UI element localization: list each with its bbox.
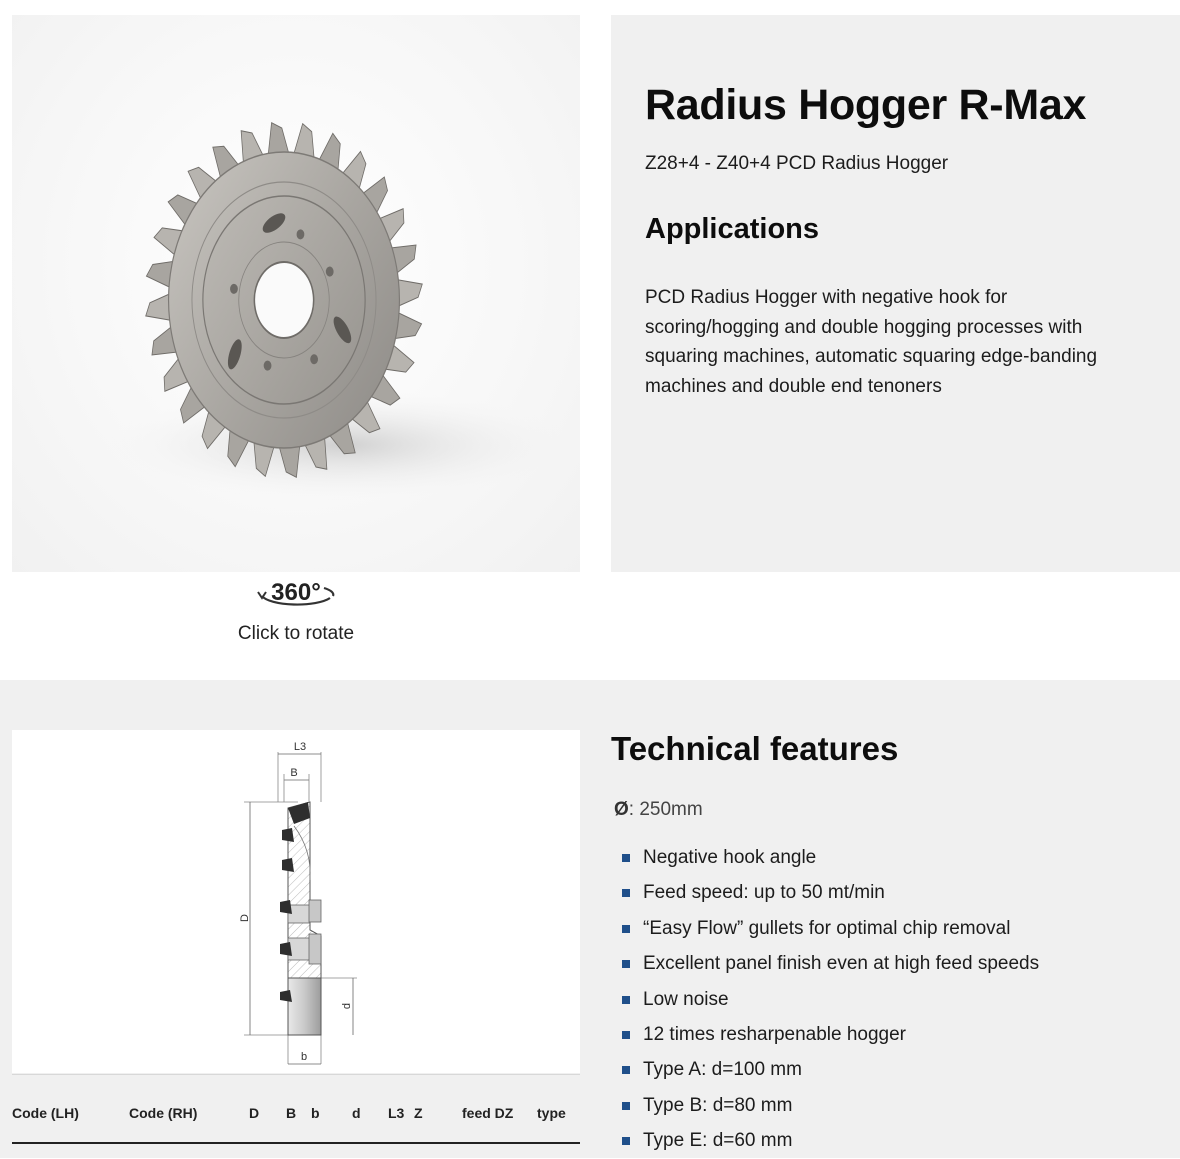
feature-text: 12 times resharpenable hogger [643,1023,907,1045]
th-b-lower[interactable]: b [311,1105,320,1121]
technical-drawing[interactable] [12,730,580,1073]
feature-text: “Easy Flow” gullets for optimal chip removal [643,917,1011,939]
technical-section [0,680,1180,1158]
bullet-icon [622,925,630,933]
bullet-icon [622,1137,630,1145]
th-b-upper[interactable]: B [286,1105,297,1121]
th-d-lower[interactable]: d [352,1105,361,1121]
feature-item [620,982,1039,1017]
product-subtitle: Z28+4 - Z40+4 PCD Radius Hogger [645,153,949,174]
applications-text: PCD Radius Hogger with negative hook for scoring/hogging and double hogging processes with squaring machines, automatic squaring edge-banding machines and double end tenoners [645,287,1098,397]
th-z[interactable]: Z [414,1105,423,1121]
th-feed-dz[interactable]: feed DZ [462,1105,514,1121]
cross-section-diagram [12,730,580,1073]
rotate-360-control[interactable] [196,574,396,645]
label-d-upper: D [239,914,251,922]
bullet-icon [622,996,630,1004]
feature-item [620,840,1039,875]
spec-table [12,1074,580,1145]
feature-text: Feed speed: up to 50 mt/min [643,882,885,904]
bullet-icon [622,1102,630,1110]
feature-item [620,875,1039,910]
diameter-symbol: Ø [614,799,629,820]
rotate-360-icon [250,574,342,614]
label-l3: L3 [293,741,307,753]
diameter-value: : 250mm [628,799,703,820]
product-image[interactable] [12,15,580,572]
feature-list [620,840,1039,1159]
rotate-badge-text: 360° [271,579,321,606]
feature-item [620,1017,1039,1052]
label-b-lower: b [300,1051,308,1063]
feature-text: Type B: d=80 mm [643,1094,793,1116]
th-l3[interactable]: L3 [388,1105,405,1121]
bullet-icon [622,1066,630,1074]
label-d-lower: d [341,1002,353,1010]
th-code-lh[interactable]: Code (LH) [12,1105,79,1121]
feature-item [620,911,1039,946]
rotate-label: Click to rotate [237,623,355,644]
feature-item [620,946,1039,981]
label-b-upper: B [290,767,298,779]
bullet-icon [622,889,630,897]
feature-text: Low noise [643,988,729,1010]
saw-blade-illustration [12,15,580,572]
technical-heading: Technical features [611,730,899,767]
bullet-icon [622,854,630,862]
feature-text: Type E: d=60 mm [643,1130,793,1152]
bullet-icon [622,1031,630,1039]
feature-item [620,1123,1039,1158]
th-code-rh[interactable]: Code (RH) [129,1105,198,1121]
th-d-upper[interactable]: D [249,1105,260,1121]
applications-heading: Applications [645,213,820,245]
feature-text: Negative hook angle [643,847,817,868]
feature-item [620,1088,1039,1123]
product-title: Radius Hogger R-Max [645,81,1087,129]
product-info-panel [611,15,1180,572]
th-type[interactable]: type [537,1105,566,1121]
diameter-spec [614,799,703,821]
feature-text: Excellent panel finish even at high feed speeds [643,953,1040,975]
table-header-rule [12,1142,580,1144]
feature-text: Type A: d=100 mm [643,1059,802,1081]
bullet-icon [622,960,630,968]
feature-item [620,1052,1039,1087]
